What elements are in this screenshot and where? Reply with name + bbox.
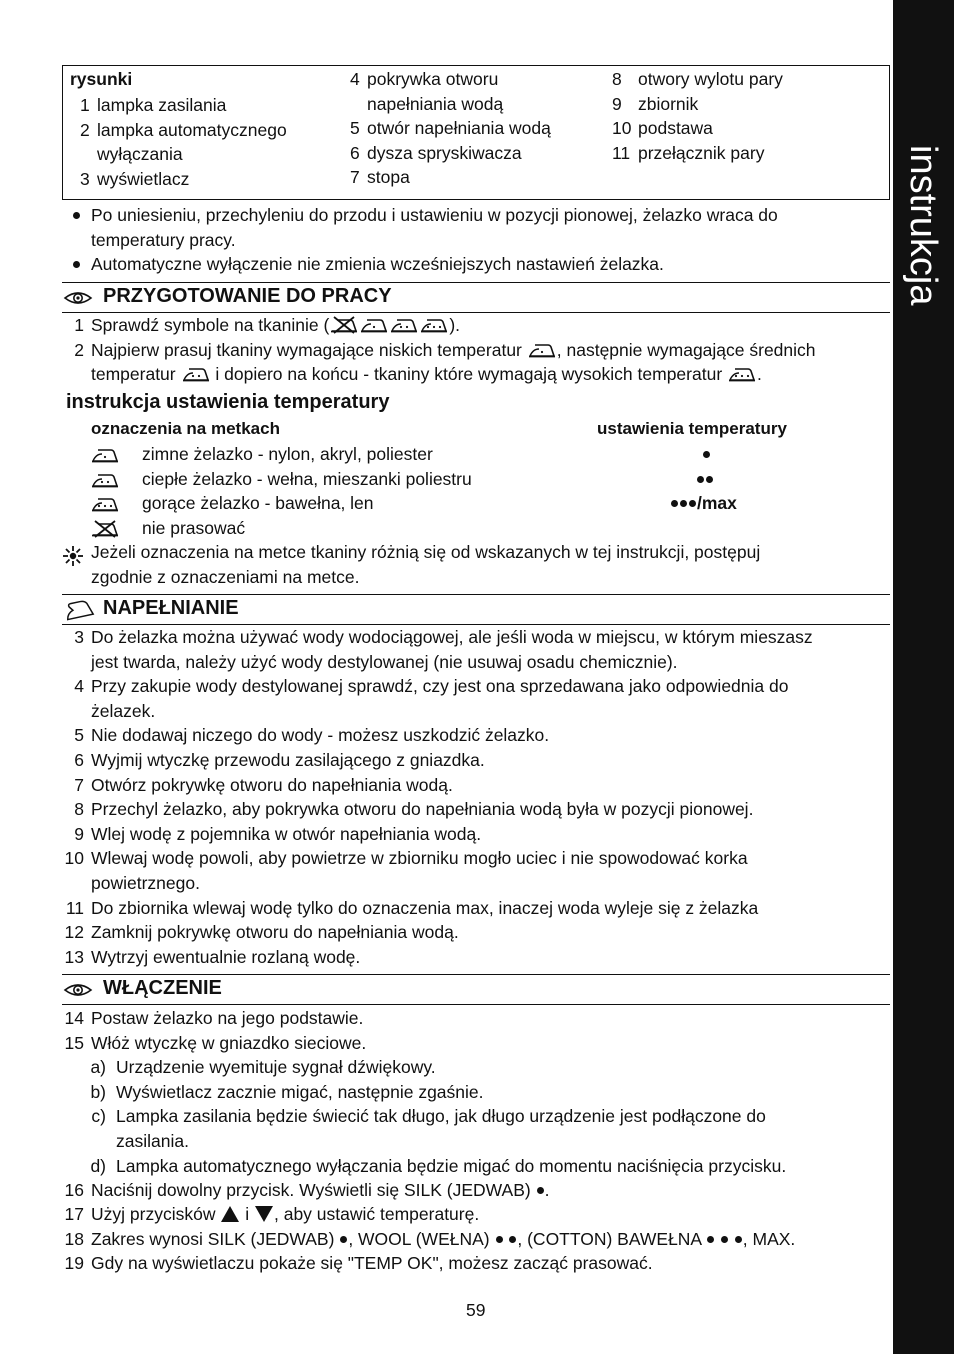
sub-list-letter: a) bbox=[90, 1057, 106, 1078]
care-symbol-icon bbox=[90, 471, 120, 496]
side-tab-label: instrukcja bbox=[902, 145, 944, 306]
part-label: zbiornik bbox=[638, 93, 699, 114]
list-number: 12 bbox=[64, 922, 84, 943]
list-number: 7 bbox=[74, 774, 84, 795]
part-number: 3 bbox=[80, 168, 90, 189]
dot-icon bbox=[671, 500, 678, 507]
dot-icon bbox=[703, 451, 710, 458]
iron-two-dot-icon bbox=[389, 316, 419, 341]
column-label-care-symbols: oznaczenia na metkach bbox=[91, 419, 280, 438]
list-number: 4 bbox=[74, 676, 84, 697]
list-item: Gdy na wyświetlaczu pokaże się "TEMP OK", możesz zacząć prasować. bbox=[91, 1253, 653, 1273]
list-number: 9 bbox=[74, 823, 84, 844]
temperature-setting bbox=[670, 491, 737, 516]
list-item: jest twarda, należy użyć wody destylowanej (nie usuwaj osadu chemicznie). bbox=[91, 651, 678, 672]
dot-icon bbox=[496, 1236, 503, 1243]
part-number: 5 bbox=[350, 118, 360, 139]
iron-three-dot-icon bbox=[419, 316, 449, 341]
section-rule bbox=[62, 974, 890, 975]
bullet-dot-icon bbox=[73, 212, 80, 219]
section-heading-filling: NAPEŁNIANIE bbox=[103, 597, 239, 619]
sub-list-letter: b) bbox=[90, 1081, 106, 1102]
dot-icon bbox=[680, 500, 687, 507]
part-label: wyświetlacz bbox=[97, 168, 190, 189]
care-label: ciepłe żelazko - wełna, mieszanki poliestru bbox=[142, 468, 472, 489]
part-label: otwory wylotu pary bbox=[638, 69, 783, 89]
part-number: 10 bbox=[612, 118, 632, 139]
bullet-text: temperatury pracy. bbox=[91, 229, 236, 250]
list-item: Wlewaj wodę powoli, aby powietrze w zbiorniku mogło uciec i nie spowodować korka bbox=[91, 848, 748, 869]
eye-icon bbox=[63, 289, 93, 307]
list-number: 8 bbox=[74, 799, 84, 820]
list-number: 18 bbox=[64, 1229, 84, 1249]
part-label: przełącznik pary bbox=[638, 142, 765, 163]
list-number: 5 bbox=[74, 725, 84, 746]
part-number: 4 bbox=[350, 69, 360, 89]
part-number: 11 bbox=[612, 142, 631, 163]
list-number: 3 bbox=[74, 627, 84, 647]
sun-note-icon bbox=[62, 545, 84, 567]
no-iron-icon bbox=[329, 316, 359, 341]
iron-three-dot-icon bbox=[727, 365, 757, 390]
care-label: nie prasować bbox=[142, 517, 246, 538]
part-label: podstawa bbox=[638, 118, 713, 139]
dot-icon bbox=[340, 1236, 347, 1243]
sub-list-letter: d) bbox=[90, 1155, 106, 1176]
bullet-text: Automatyczne wyłączenie nie zmienia wcześniejszych nastawień żelazka. bbox=[91, 254, 664, 275]
part-label: dysza spryskiwacza bbox=[367, 142, 522, 163]
list-item: żelazek. bbox=[91, 700, 156, 721]
part-label: wyłączania bbox=[97, 144, 183, 165]
sub-list-item: Wyświetlacz zacznie migać, następnie zgaśnie. bbox=[116, 1081, 484, 1102]
note-line-2: zgodnie z oznaczeniami na metce. bbox=[91, 567, 360, 587]
care-label: zimne żelazko - nylon, akryl, poliester bbox=[142, 444, 433, 464]
note-line-1: Jeżeli oznaczenia na metce tkaniny różnią się od wskazanych w tej instrukcji, postępuj bbox=[91, 542, 761, 562]
list-item: Zamknij pokrywkę otworu do napełniania wodą. bbox=[91, 922, 459, 943]
list-item: Nie dodawaj niczego do wody - możesz uszkodzić żelazko. bbox=[91, 725, 550, 746]
column-label-settings: ustawienia temperatury bbox=[597, 419, 787, 438]
dot-icon bbox=[509, 1236, 516, 1243]
sub-list-item: Lampka zasilania będzie świecić tak długo, jak długo urządzenie jest podłączone do bbox=[116, 1106, 766, 1127]
sub-list-letter: c) bbox=[91, 1106, 106, 1127]
care-label: gorące żelazko - bawełna, len bbox=[142, 493, 374, 514]
sub-list-item: zasilania. bbox=[116, 1131, 189, 1151]
iron-outline-icon bbox=[63, 599, 95, 621]
part-label: lampka automatycznego bbox=[97, 119, 287, 140]
list-item: Użyj przycisków i , aby ustawić temperaturę. bbox=[91, 1204, 480, 1224]
dot-icon bbox=[697, 476, 704, 483]
list-item: Postaw żelazko na jego podstawie. bbox=[91, 1008, 364, 1028]
sub-list-item: Lampka automatycznego wyłączania będzie migać do momentu naciśnięcia przycisku. bbox=[116, 1155, 787, 1176]
list-item: Otwórz pokrywkę otworu do napełniania wodą. bbox=[91, 774, 453, 795]
up-arrow-icon bbox=[220, 1205, 240, 1223]
list-number: 15 bbox=[64, 1032, 84, 1053]
list-number: 1 bbox=[74, 315, 84, 335]
sub-list-item: Urządzenie wyemituje sygnał dźwiękowy. bbox=[116, 1057, 436, 1078]
care-symbol-icon bbox=[90, 495, 120, 520]
setting-suffix: /max bbox=[697, 493, 737, 514]
iron-two-dot-icon bbox=[181, 365, 211, 390]
part-label: lampka zasilania bbox=[97, 95, 227, 115]
list-item: Do zbiornika wlewaj wodę tylko do oznaczenia max, inaczej woda wyleje się z żelazka bbox=[91, 897, 759, 918]
list-number: 19 bbox=[64, 1253, 84, 1273]
list-item: powietrznego. bbox=[91, 873, 200, 893]
bullet-dot-icon bbox=[73, 261, 80, 268]
temperature-setting bbox=[702, 442, 711, 467]
dot-icon bbox=[537, 1187, 544, 1194]
dot-icon bbox=[735, 1236, 742, 1243]
list-item: Wyjmij wtyczkę przewodu zasilającego z gniazdka. bbox=[91, 750, 485, 770]
part-number: 8 bbox=[612, 69, 622, 89]
section-heading-switching-on: WŁĄCZENIE bbox=[103, 977, 222, 999]
list-item: Włóż wtyczkę w gniazdko sieciowe. bbox=[91, 1032, 367, 1053]
list-number: 6 bbox=[74, 750, 84, 770]
list-number: 17 bbox=[64, 1204, 84, 1224]
list-number: 11 bbox=[65, 897, 84, 918]
list-number: 13 bbox=[64, 946, 84, 967]
list-item: Przechyl żelazko, aby pokrywka otworu do napełniania wodą była w pozycji pionowej. bbox=[91, 799, 754, 820]
parts-title: rysunki bbox=[70, 69, 133, 89]
list-item: Najpierw prasuj tkaniny wymagające niskich temperatur , następnie wymagające średnich bbox=[91, 338, 816, 366]
list-item: Sprawdź symbole na tkaninie ( ). bbox=[91, 313, 460, 341]
list-item: Do żelazka można używać wody wodociągowej, ale jeśli woda w miejscu, w którym mieszasz bbox=[91, 627, 813, 647]
care-symbol-icon bbox=[90, 446, 120, 471]
list-number: 10 bbox=[64, 848, 84, 869]
section-rule bbox=[62, 1004, 890, 1005]
list-item: Naciśnij dowolny przycisk. Wyświetli się SILK (JEDWAB) . bbox=[91, 1180, 550, 1200]
section-heading-preparation: PRZYGOTOWANIE DO PRACY bbox=[103, 285, 392, 307]
dot-icon bbox=[689, 500, 696, 507]
part-label: napełniania wodą bbox=[367, 93, 504, 114]
list-item: Wytrzyj ewentualnie rozlaną wodę. bbox=[91, 946, 361, 967]
page-number: 59 bbox=[466, 1300, 486, 1320]
dot-icon bbox=[721, 1236, 728, 1243]
part-label: otwór napełniania wodą bbox=[367, 118, 551, 139]
part-number: 7 bbox=[350, 167, 360, 188]
sub-heading: instrukcja ustawienia temperatury bbox=[66, 391, 390, 413]
list-item: Wlej wodę z pojemnika w otwór napełniania wodą. bbox=[91, 823, 482, 844]
section-rule bbox=[62, 594, 890, 595]
list-number: 2 bbox=[74, 340, 84, 360]
part-number: 9 bbox=[612, 93, 622, 114]
part-label: stopa bbox=[367, 167, 410, 188]
part-number: 1 bbox=[80, 95, 90, 115]
dot-icon bbox=[706, 476, 713, 483]
temperature-setting bbox=[696, 467, 714, 492]
bullet-text: Po uniesieniu, przechyleniu do przodu i ustawieniu w pozycji pionowej, żelazko wraca do bbox=[91, 205, 778, 225]
eye-icon bbox=[63, 981, 93, 999]
part-label: pokrywka otworu bbox=[367, 69, 499, 89]
section-rule bbox=[62, 282, 890, 283]
iron-one-dot-icon bbox=[359, 316, 389, 341]
dot-icon bbox=[707, 1236, 714, 1243]
list-item: Przy zakupie wody destylowanej sprawdź, czy jest ona sprzedawana jako odpowiednia do bbox=[91, 676, 789, 697]
part-number: 6 bbox=[350, 142, 360, 163]
list-item: Zakres wynosi SILK (JEDWAB) , WOOL (WEŁNA) , (COTTON) BAWEŁNA , MAX. bbox=[91, 1229, 796, 1249]
list-number: 14 bbox=[64, 1008, 84, 1028]
list-number: 16 bbox=[64, 1180, 84, 1200]
part-number: 2 bbox=[80, 119, 90, 140]
down-arrow-icon bbox=[254, 1205, 274, 1223]
list-item-continued: temperatur i dopiero na końcu - tkaniny które wymagają wysokich temperatur . bbox=[91, 362, 762, 390]
